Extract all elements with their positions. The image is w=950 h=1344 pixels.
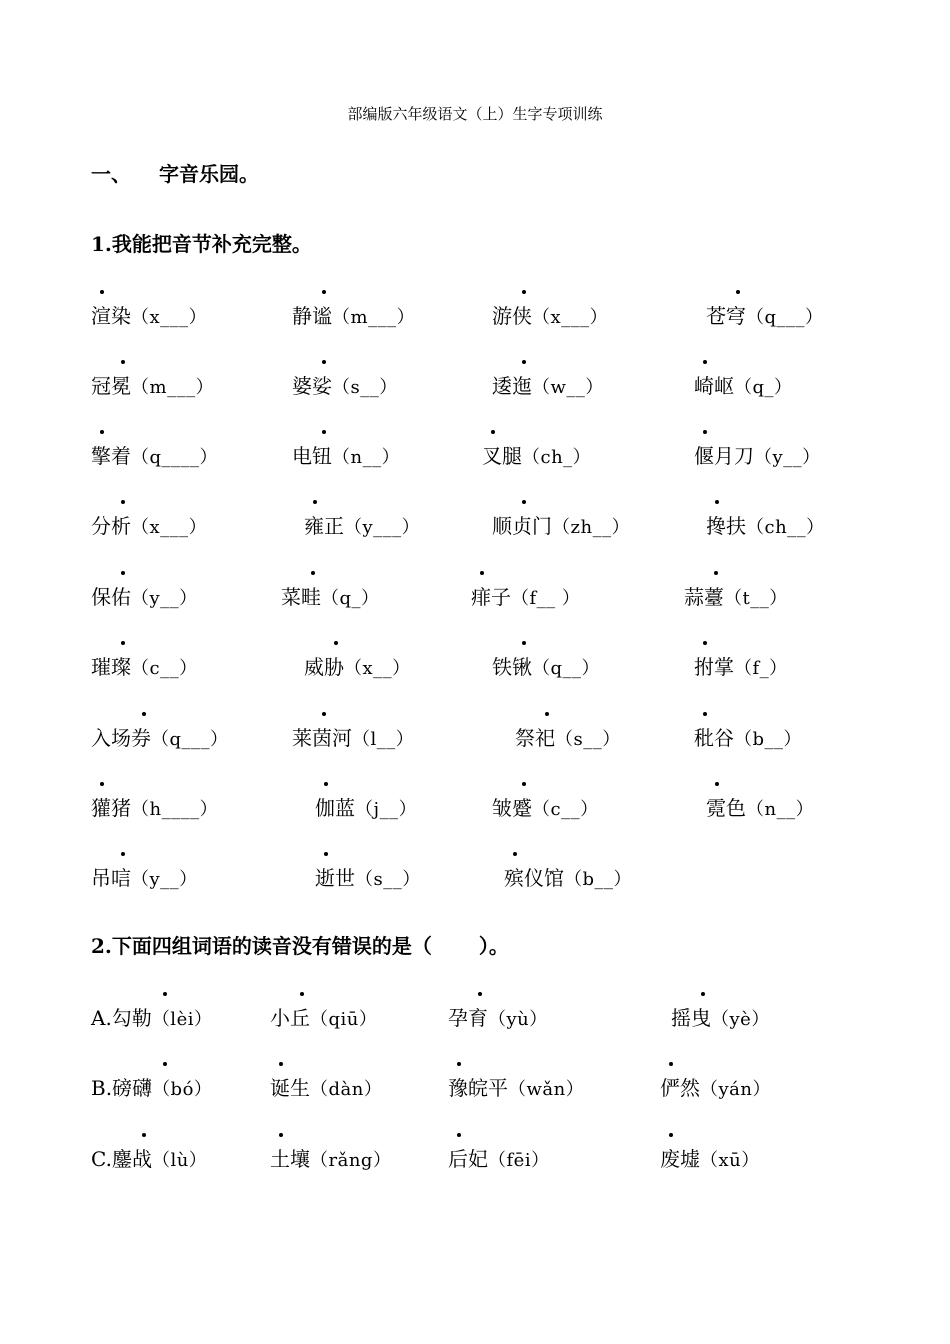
word-item: [694, 440, 821, 469]
word: 分析: [91, 514, 131, 538]
emphasis-dot: [545, 712, 549, 716]
emphasis-dot: [324, 852, 328, 856]
word: 威胁: [304, 655, 344, 679]
word: 保佑: [91, 585, 131, 609]
pinyin-blank: （l__）: [352, 729, 415, 750]
emphasis-dot: [715, 782, 719, 786]
word-item: [91, 722, 229, 751]
emphasis-dot: [121, 641, 125, 645]
word-item: [448, 1143, 550, 1172]
word-item: [91, 300, 207, 329]
pinyin-blank: （s__）: [355, 869, 421, 890]
word-item: [292, 440, 400, 469]
word-item: [671, 1002, 770, 1031]
word-item: [270, 1072, 382, 1101]
emphasis-dot: [142, 712, 146, 716]
emphasis-dot: [478, 992, 482, 996]
pinyin-blank: （x___）: [532, 307, 609, 328]
question-1: 1.我能把音节补充完整。: [91, 232, 312, 256]
word: 搀扶: [706, 514, 746, 538]
word: 俨然: [660, 1076, 700, 1100]
word: 豫皖平: [448, 1076, 508, 1100]
emphasis-dot: [322, 290, 326, 294]
word-item: [471, 581, 580, 610]
word: 蒜薹: [684, 585, 724, 609]
word-item: [482, 440, 591, 469]
word: 苍穹: [706, 304, 746, 328]
word-item: [694, 370, 793, 399]
emphasis-dot: [715, 500, 719, 504]
emphasis-dot: [121, 852, 125, 856]
pinyin-blank: （yù）: [488, 1009, 548, 1030]
word-item: [304, 510, 420, 539]
pinyin-blank: （b__）: [734, 729, 803, 750]
word: 擎着: [91, 444, 131, 468]
emphasis-dot: [163, 992, 167, 996]
word-row: [0, 862, 950, 892]
word-item: [706, 300, 824, 329]
emphasis-dot: [163, 1062, 167, 1066]
word-item: [684, 581, 788, 610]
word: 渲染: [91, 304, 131, 328]
word-item: [448, 1072, 584, 1101]
word: 冠冕: [91, 374, 131, 398]
emphasis-dot: [313, 500, 317, 504]
word-row: [0, 440, 950, 470]
word-row: [0, 792, 950, 822]
pinyin-blank: （yán）: [700, 1079, 771, 1100]
word-item: [292, 370, 398, 399]
option-row: [0, 1072, 950, 1102]
word: 皱蹙: [492, 796, 532, 820]
emphasis-dot: [703, 712, 707, 716]
emphasis-dot: [457, 1133, 461, 1137]
word: 静谧: [292, 304, 332, 328]
option-row: [0, 1143, 950, 1173]
word-item: [315, 862, 421, 891]
emphasis-dot: [714, 571, 718, 575]
word: 雍正: [304, 514, 344, 538]
emphasis-dot: [457, 1062, 461, 1066]
pinyin-blank: （w__）: [532, 377, 604, 398]
word: 祭祀: [515, 726, 555, 750]
pinyin-blank: （x___）: [131, 517, 208, 538]
word-item: [660, 1072, 771, 1101]
pinyin-blank: （q____）: [131, 447, 219, 468]
word: 游侠: [492, 304, 532, 328]
emphasis-dot: [334, 641, 338, 645]
emphasis-dot: [701, 992, 705, 996]
pinyin-blank: （s__）: [555, 729, 621, 750]
pinyin-blank: （xū）: [700, 1150, 760, 1171]
word: B.磅礴: [91, 1076, 153, 1100]
word-item: [492, 792, 599, 821]
word-item: [292, 722, 414, 751]
word-item: [91, 792, 218, 821]
pinyin-blank: （x__）: [344, 658, 411, 679]
word: 土壤: [270, 1147, 310, 1171]
word-row: [0, 581, 950, 611]
word-item: [281, 581, 380, 610]
word: 殡仪馆: [504, 866, 564, 890]
pinyin-blank: （c__）: [131, 658, 198, 679]
emphasis-dot: [703, 641, 707, 645]
word-item: [504, 862, 632, 891]
word-item: [91, 1002, 212, 1031]
pinyin-blank: （ch__）: [746, 517, 825, 538]
word-row: [0, 300, 950, 330]
pinyin-blank: （q___）: [151, 729, 229, 750]
word-item: [492, 651, 600, 680]
word: 崎岖: [694, 374, 734, 398]
pinyin-blank: （yè）: [711, 1009, 770, 1030]
emphasis-dot: [300, 992, 304, 996]
pinyin-blank: （wǎn）: [508, 1079, 585, 1100]
emphasis-dot: [736, 290, 740, 294]
word-item: [91, 1072, 212, 1101]
word-item: [91, 862, 198, 891]
emphasis-dot: [100, 290, 104, 294]
pinyin-blank: （q_）: [734, 377, 793, 398]
pinyin-blank: （rǎng）: [310, 1150, 392, 1171]
word: 废墟: [660, 1147, 700, 1171]
word: 小丘: [270, 1006, 310, 1030]
word: 后妃: [448, 1147, 488, 1171]
pinyin-blank: （n__）: [332, 447, 401, 468]
emphasis-dot: [703, 430, 707, 434]
emphasis-dot: [322, 712, 326, 716]
pinyin-blank: （q___）: [746, 307, 824, 328]
word: 莱茵河: [292, 726, 352, 750]
pinyin-blank: （m___）: [131, 377, 215, 398]
word: 逝世: [315, 866, 355, 890]
word-item: [315, 792, 417, 821]
word-item: [292, 300, 415, 329]
emphasis-dot: [121, 500, 125, 504]
emphasis-dot: [522, 290, 526, 294]
word-item: [91, 581, 198, 610]
emphasis-dot: [100, 430, 104, 434]
word: 摇曳: [671, 1006, 711, 1030]
pinyin-blank: （y__）: [131, 869, 198, 890]
word-item: [660, 1143, 760, 1172]
pinyin-blank: （f__ ）: [511, 588, 581, 609]
word: 顺贞门: [492, 514, 552, 538]
word: 偃月刀: [694, 444, 754, 468]
emphasis-dot: [279, 1062, 283, 1066]
emphasis-dot: [669, 1062, 673, 1066]
pinyin-blank: （n__）: [746, 799, 815, 820]
emphasis-dot: [522, 782, 526, 786]
word: 拊掌: [694, 655, 734, 679]
pinyin-blank: （zh__）: [552, 517, 631, 538]
emphasis-dot: [491, 430, 495, 434]
emphasis-dot: [703, 360, 707, 364]
pinyin-blank: （y___）: [344, 517, 421, 538]
word-item: [91, 510, 207, 539]
pinyin-blank: （qiū）: [310, 1009, 378, 1030]
pinyin-blank: （y__）: [131, 588, 198, 609]
pinyin-blank: （x___）: [131, 307, 208, 328]
pinyin-blank: （f_）: [734, 658, 788, 679]
pinyin-blank: （bó）: [152, 1079, 213, 1100]
word: 电钮: [292, 444, 332, 468]
emphasis-dot: [322, 430, 326, 434]
emphasis-dot: [522, 360, 526, 364]
word: 璀璨: [91, 655, 131, 679]
section-number: 一、: [91, 162, 131, 186]
pinyin-blank: （h____）: [131, 799, 219, 820]
emphasis-dot: [311, 571, 315, 575]
emphasis-dot: [121, 571, 125, 575]
emphasis-dot: [142, 1133, 146, 1137]
word: A.勾勒: [91, 1006, 152, 1030]
option-row: [0, 1002, 950, 1032]
word-item: [270, 1002, 377, 1031]
word: 菜畦: [281, 585, 321, 609]
word: 霓色: [706, 796, 746, 820]
pinyin-blank: （s__）: [332, 377, 398, 398]
emphasis-dot: [513, 852, 517, 856]
pinyin-blank: （b__）: [564, 869, 633, 890]
word: 逶迤: [492, 374, 532, 398]
word: 伽蓝: [315, 796, 355, 820]
word-item: [91, 1143, 207, 1172]
emphasis-dot: [279, 1133, 283, 1137]
pinyin-blank: （t__）: [724, 588, 788, 609]
word-item: [492, 300, 608, 329]
page-title: 部编版六年级语文（上）生字专项训练: [347, 105, 603, 123]
pinyin-blank: （q_）: [321, 588, 380, 609]
word: 吊唁: [91, 866, 131, 890]
word-row: [0, 370, 950, 400]
pinyin-blank: （lèi）: [151, 1009, 213, 1030]
word-item: [492, 510, 630, 539]
emphasis-dot: [522, 500, 526, 504]
word: C.鏖战: [91, 1147, 152, 1171]
word-item: [492, 370, 604, 399]
word: 秕谷: [694, 726, 734, 750]
emphasis-dot: [324, 782, 328, 786]
word-item: [448, 1002, 548, 1031]
emphasis-dot: [121, 360, 125, 364]
emphasis-dot: [522, 641, 526, 645]
word-item: [515, 722, 621, 751]
word: 诞生: [270, 1076, 310, 1100]
section-label: 字音乐园。: [159, 162, 259, 186]
emphasis-dot: [669, 1133, 673, 1137]
pinyin-blank: （j__）: [355, 799, 418, 820]
word: 獾猪: [91, 796, 131, 820]
emphasis-dot: [322, 360, 326, 364]
word-item: [694, 722, 802, 751]
emphasis-dot: [480, 571, 484, 575]
word-item: [270, 1143, 391, 1172]
word-item: [706, 510, 825, 539]
pinyin-blank: （m___）: [332, 307, 416, 328]
word-item: [91, 440, 218, 469]
pinyin-blank: （q__）: [532, 658, 601, 679]
pinyin-blank: （ch_）: [522, 447, 592, 468]
pinyin-blank: （lù）: [151, 1150, 208, 1171]
word-item: [91, 370, 214, 399]
pinyin-blank: （fēi）: [488, 1150, 550, 1171]
word: 叉腿: [482, 444, 522, 468]
word-item: [304, 651, 411, 680]
question-2: 2.下面四组词语的读音没有错误的是（ ）。: [91, 934, 509, 958]
word: 痱子: [471, 585, 511, 609]
word-row: [0, 651, 950, 681]
word-item: [91, 651, 198, 680]
word: 入场券: [91, 726, 151, 750]
section-heading: [91, 158, 259, 187]
word-item: [706, 792, 814, 821]
word-row: [0, 510, 950, 540]
word: 婆娑: [292, 374, 332, 398]
pinyin-blank: （y__）: [754, 447, 821, 468]
word: 铁锹: [492, 655, 532, 679]
pinyin-blank: （dàn）: [310, 1079, 383, 1100]
word-row: [0, 722, 950, 752]
emphasis-dot: [100, 782, 104, 786]
pinyin-blank: （c__）: [532, 799, 599, 820]
word-item: [694, 651, 788, 680]
word: 孕育: [448, 1006, 488, 1030]
